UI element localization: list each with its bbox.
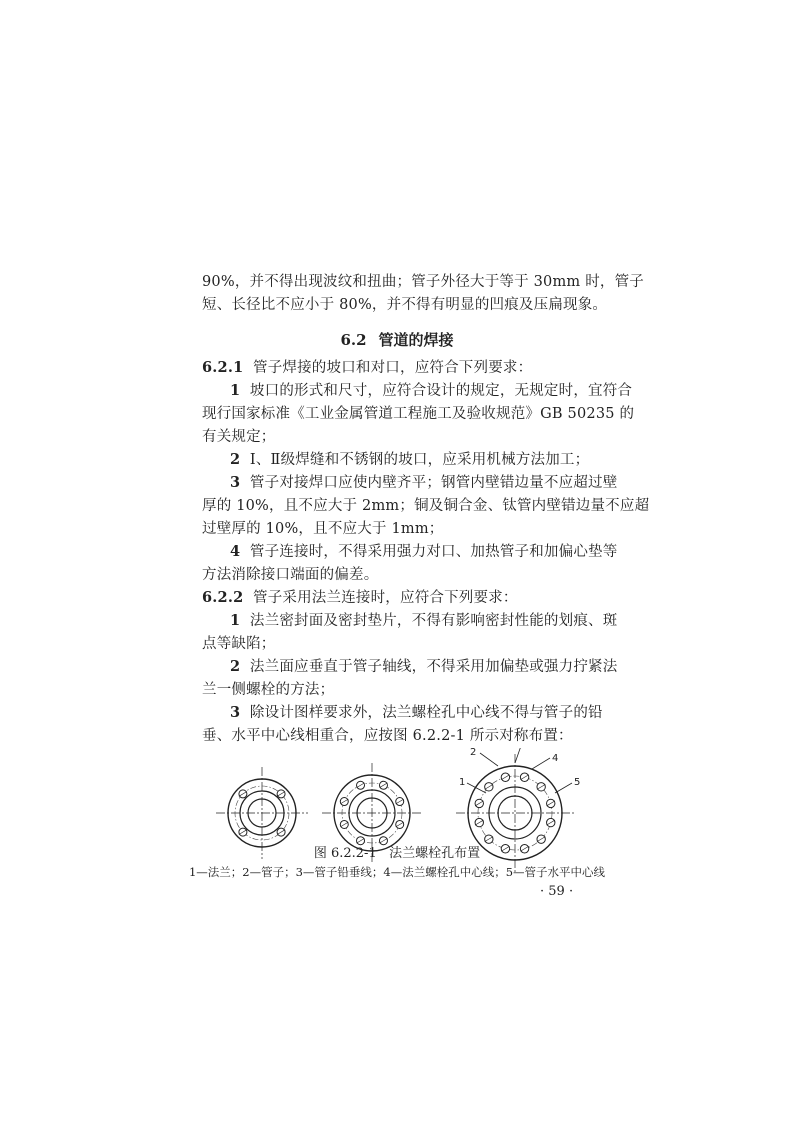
callout-leader-5 <box>555 783 572 793</box>
item-6-2-1-3 <box>230 472 622 494</box>
item-number: 2 <box>230 451 241 468</box>
figure-number: 图 6.2.2-1 <box>313 846 377 861</box>
clause-text: 管子采用法兰连接时，应符合下列要求： <box>253 590 518 606</box>
item-number: 4 <box>230 543 241 560</box>
item-6-2-1-4 <box>230 541 622 563</box>
item-6-2-2-1 <box>230 610 622 632</box>
item-text-cont: 方法消除接口端面的偏差。 <box>202 567 379 583</box>
item-text: 法兰面应垂直于管子轴线，不得采用加偏垫或强力拧紧法 <box>249 659 618 675</box>
figure-caption <box>0 842 794 861</box>
item-6-2-1-2 <box>230 449 622 471</box>
clause-6-2-2 <box>202 587 622 609</box>
item-number: 3 <box>230 704 241 721</box>
callout-label-1: 1 <box>459 777 466 788</box>
page-number: · 59 · <box>540 884 574 899</box>
item-number: 1 <box>230 382 241 399</box>
figure-title: 法兰螺栓孔布置 <box>389 846 481 861</box>
item-text: Ⅰ、Ⅱ级焊缝和不锈钢的坡口，应采用机械方法加工； <box>249 452 590 468</box>
figure-legend-note: 1—法兰；2—管子；3—管子铅垂线；4—法兰螺栓孔中心线；5—管子水平中心线 <box>188 865 606 879</box>
item-text: 除设计图样要求外，法兰螺栓孔中心线不得与管子的铅 <box>249 705 603 721</box>
callout-leader-1 <box>467 783 486 793</box>
item-6-2-2-3 <box>230 702 622 724</box>
callout-leader-2 <box>480 753 498 766</box>
clause-number: 6.2.2 <box>202 589 244 606</box>
item-text-cont: 厚的 10%，且不应大于 2mm；铜及铜合金、钛管内壁错边量不应超 <box>202 498 650 514</box>
clause-6-2-1 <box>202 357 622 379</box>
item-text-cont: 垂、水平中心线相重合，应按图 6.2.2-1 所示对称布置： <box>202 728 573 744</box>
callout-leader-3 <box>515 748 522 763</box>
callout-label-2: 2 <box>470 748 477 758</box>
item-number: 3 <box>230 474 241 491</box>
clause-text: 管子焊接的坡口和对口，应符合下列要求： <box>253 360 533 376</box>
clause-number: 6.2.1 <box>202 359 244 376</box>
callout-leader-4 <box>532 758 550 769</box>
section-title: 管道的焊接 <box>378 331 454 349</box>
item-text-cont: 过壁厚的 10%，且不应大于 1mm； <box>202 521 444 537</box>
item-text: 管子连接时，不得采用强力对口、加热管子和加偏心垫等 <box>249 544 618 560</box>
item-text-cont: 兰一侧螺栓的方法； <box>202 682 335 698</box>
item-number: 1 <box>230 612 241 629</box>
intro-line-2: 短、长径比不应小于 80%，并不得有明显的凹痕及压扁现象。 <box>202 297 608 313</box>
item-text: 坡口的形式和尺寸，应符合设计的规定，无规定时，宜符合 <box>249 383 633 399</box>
item-text-cont: 点等缺陷； <box>202 636 276 652</box>
item-text: 管子对接焊口应使内壁齐平；钢管内壁错边量不应超过壁 <box>249 475 618 491</box>
item-text-cont: 现行国家标准《工业金属管道工程施工及验收规范》GB 50235 的 <box>202 406 635 422</box>
section-number: 6.2 <box>340 331 367 349</box>
callout-label-5: 5 <box>574 777 581 788</box>
item-text-cont: 有关规定； <box>202 429 276 445</box>
item-6-2-2-2 <box>230 656 622 678</box>
callout-label-4: 4 <box>552 753 559 764</box>
intro-line-1: 90%，并不得出现波纹和扭曲；管子外径大于等于 30mm 时，管子 <box>202 274 644 290</box>
section-heading <box>0 329 794 350</box>
item-text: 法兰密封面及密封垫片，不得有影响密封性能的划痕、斑 <box>249 613 618 629</box>
item-6-2-1-1 <box>230 380 633 402</box>
item-number: 2 <box>230 658 241 675</box>
